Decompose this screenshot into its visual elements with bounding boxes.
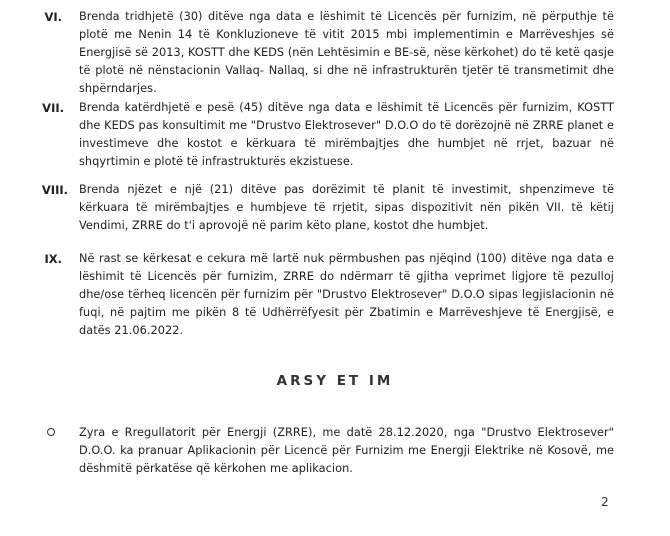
item-text-vii: Brenda katërdhjetë e pesë (45) ditëve nga data e lëshimit të Licencës për furnizim, KOSTT dhe KEDS pas konsultimit me "Drustvo Elektrosever" D.O.O do të dorëzojnë në ZRRE planet e investimeve dhe kostot e kërkuara të mirëmbajtjes dhe humbjet në rrjet, bazuar në shqyrtimin e plotë të infrastrukturës ekzistuese. <box>79 101 614 168</box>
item-number-vi: VI. <box>44 10 62 24</box>
bullet-circle-icon <box>47 428 55 436</box>
reasoning-bullet-text: Zyra e Rregullatorit për Energji (ZRRE), me datë 28.12.2020, nga "Drustvo Elektrosever" D.O.O. ka pranuar Aplikacionin për Licencë për Furnizim me Energji Elektrike në Kosovë, me dëshmitë përkatëse që kërkohen me aplikacion. <box>79 426 614 475</box>
section-heading: ARSY ET IM <box>276 373 394 389</box>
page-number: 2 <box>601 495 609 509</box>
item-text-ix: Në rast se kërkesat e cekura më lartë nuk përmbushen pas njëqind (100) ditëve nga data e lëshimit të Licencës për furnizim, ZRRE do ndërmarr të gjitha veprimet ligjore të pezulloj dhe/ose tërheq licencën për furnizim për "Drustvo Elektrosever" D.O.O sipas legjislacionin në fuqi, në pajtim me pikën 8 të Udhërrëfyesit për Zbatimin e Marrëveshjeve të Energjisë, e datës 21.06.2022. <box>79 252 614 337</box>
item-text-viii: Brenda njëzet e një (21) ditëve pas dorëzimit të planit të investimit, shpenzimeve të kërkuara të mirëmbajtjes e humbjeve të rrjetit, sipas dispozitivit nën pikën VII. të këtij Vendimi, ZRRE do t'i aprovojë në parim këto plane, kostot dhe humbjet. <box>79 183 614 232</box>
item-number-vii: VII. <box>42 101 64 115</box>
item-number-ix: IX. <box>44 252 62 266</box>
item-text-vi: Brenda tridhjetë (30) ditëve nga data e lëshimit të Licencës për furnizim, në përputhje të plotë me Nenin 14 të Konkluzioneve të vitit 2015 mbi implementimin e Marrëveshjes së Energjisë së 2013, KOSTT dhe KEDS (nën Lehtësimin e BE-së, nëse kërkohet) do të ketë qasje të plotë në nënstacionin Vallaq- Nallaq, si dhe në infrastrukturën tjetër të transmetimit dhe shpërndarjes. <box>79 10 614 95</box>
item-number-viii: VIII. <box>41 183 68 197</box>
